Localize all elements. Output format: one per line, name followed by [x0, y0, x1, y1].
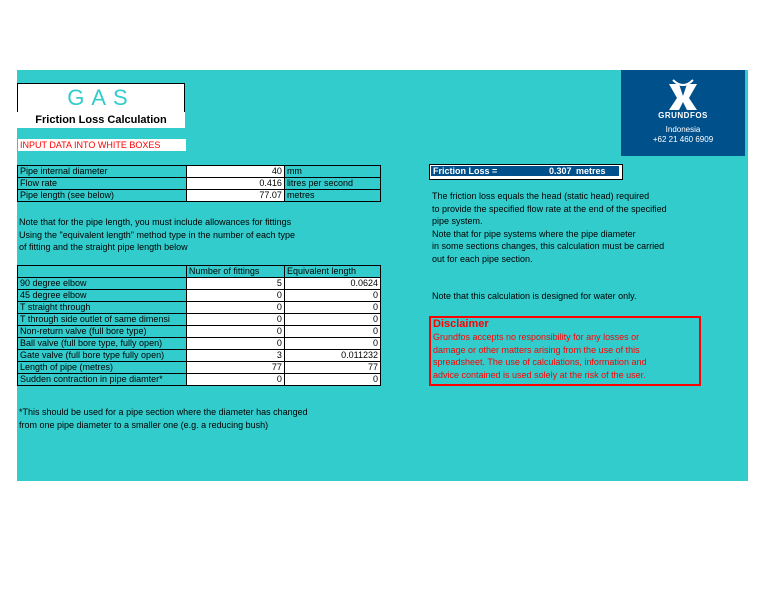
input-label: Pipe length (see below)	[18, 190, 187, 202]
fitting-count-input[interactable]: 0	[186, 290, 284, 302]
explanation-line: The friction loss equals the head (static head) required	[432, 191, 650, 201]
fitting-count-input[interactable]: 0	[186, 374, 284, 386]
friction-label: Friction Loss =	[433, 166, 498, 176]
water-note: Note that this calculation is designed for water only.	[432, 291, 637, 301]
disclaimer-line: damage or other matters arising from the use of this	[433, 344, 640, 355]
fitting-count-input[interactable]: 3	[186, 350, 284, 362]
fitting-name: T through side outlet of same dimensi	[18, 314, 187, 326]
disclaimer-heading: Disclaimer	[433, 318, 489, 330]
fitting-name: 90 degree elbow	[18, 278, 187, 290]
title-block	[17, 83, 185, 127]
note-line: Using the "equivalent length" method type in the number of each type	[19, 229, 296, 240]
fitting-name: Non-return valve (full bore type)	[18, 326, 187, 338]
disclaimer-line: Grundfos accepts no responsibility for any losses or	[433, 332, 640, 342]
footnote	[19, 406, 308, 431]
app-title: GAS	[17, 83, 185, 113]
equivalent-length: 0	[284, 314, 380, 326]
explanation-line: out for each pipe section.	[432, 253, 533, 264]
explanation-text	[432, 190, 667, 265]
input-label: Flow rate	[18, 178, 187, 190]
table-row	[18, 278, 381, 290]
header-cell: Equivalent length	[284, 266, 380, 278]
friction-loss-bar	[431, 166, 619, 176]
equivalent-length: 0	[284, 374, 380, 386]
table-row	[18, 326, 381, 338]
equivalent-length: 77	[284, 362, 380, 374]
table-row	[18, 362, 381, 374]
friction-unit: metres	[576, 166, 606, 176]
explanation-line: to provide the specified flow rate at the end of the specified	[432, 203, 667, 214]
disclaimer-line: advice contained is used solely at the risk of the user.	[433, 369, 646, 380]
fitting-name: Sudden contraction in pipe diamter*	[18, 374, 187, 386]
logo-location: Indonesia	[665, 125, 701, 134]
input-label: Pipe internal diameter	[18, 166, 187, 178]
fitting-count-input[interactable]: 0	[186, 338, 284, 350]
input-row	[18, 190, 381, 202]
table-header-row	[18, 266, 381, 278]
fitting-name: Ball valve (full bore type, fully open)	[18, 338, 187, 350]
pipe-diameter-input[interactable]: 40	[186, 166, 284, 178]
table-row	[18, 302, 381, 314]
equivalent-length: 0.011232	[284, 350, 380, 362]
logo-phone: +62 21 460 6909	[652, 135, 714, 144]
spreadsheet-area	[17, 70, 748, 481]
disclaimer-line: spreadsheet. The use of calculations, information and	[433, 357, 647, 367]
input-instruction: INPUT DATA INTO WHITE BOXES	[18, 139, 186, 151]
note-line: of fitting and the straight pipe length below	[19, 242, 188, 252]
fitting-name: Gate valve (full bore type fully open)	[18, 350, 187, 362]
equivalent-length: 0	[284, 290, 380, 302]
fitting-count-input[interactable]: 0	[186, 326, 284, 338]
explanation-line: Note that for pipe systems where the pipe diameter	[432, 228, 636, 239]
fitting-name: 45 degree elbow	[18, 290, 187, 302]
input-table	[17, 165, 381, 202]
footnote-line: from one pipe diameter to a smaller one (e.g. a reducing bush)	[19, 419, 269, 430]
app-subtitle: Friction Loss Calculation	[17, 112, 185, 128]
fitting-name: Length of pipe (metres)	[18, 362, 187, 374]
input-row	[18, 178, 381, 190]
fitting-count-input[interactable]: 0	[186, 302, 284, 314]
input-unit: mm	[284, 166, 380, 178]
disclaimer-body	[431, 331, 699, 381]
friction-value: 0.307	[549, 166, 572, 176]
fittings-table	[17, 265, 381, 386]
footnote-line: *This should be used for a pipe section where the diameter has changed	[19, 407, 308, 417]
header-cell	[18, 266, 187, 278]
table-row	[18, 290, 381, 302]
explanation-line: in some sections changes, this calculation must be carried	[432, 241, 665, 251]
length-note	[19, 216, 295, 254]
flow-rate-input[interactable]: 0.416	[186, 178, 284, 190]
pipe-length-input[interactable]: 77	[186, 362, 284, 374]
table-row	[18, 374, 381, 386]
fitting-name: T straight through	[18, 302, 187, 314]
grundfos-logo	[621, 70, 745, 156]
input-row	[18, 166, 381, 178]
fitting-count-input[interactable]: 5	[186, 278, 284, 290]
explanation-line: pipe system.	[432, 216, 483, 226]
equivalent-length: 0.0624	[284, 278, 380, 290]
fitting-count-input[interactable]: 0	[186, 314, 284, 326]
pipe-length-value: 77.07	[186, 190, 284, 202]
equivalent-length: 0	[284, 338, 380, 350]
table-row	[18, 314, 381, 326]
input-unit: litres per second	[284, 178, 380, 190]
equivalent-length: 0	[284, 302, 380, 314]
table-row	[18, 350, 381, 362]
logo-brand: GRUNDFOS	[658, 111, 708, 120]
friction-loss-result	[429, 164, 623, 180]
table-row	[18, 338, 381, 350]
note-line: Note that for the pipe length, you must include allowances for fittings	[19, 217, 292, 227]
grundfos-mark-icon	[621, 76, 745, 116]
equivalent-length: 0	[284, 326, 380, 338]
header-cell: Number of fittings	[186, 266, 284, 278]
input-unit: metres	[284, 190, 380, 202]
disclaimer-box	[429, 316, 701, 386]
